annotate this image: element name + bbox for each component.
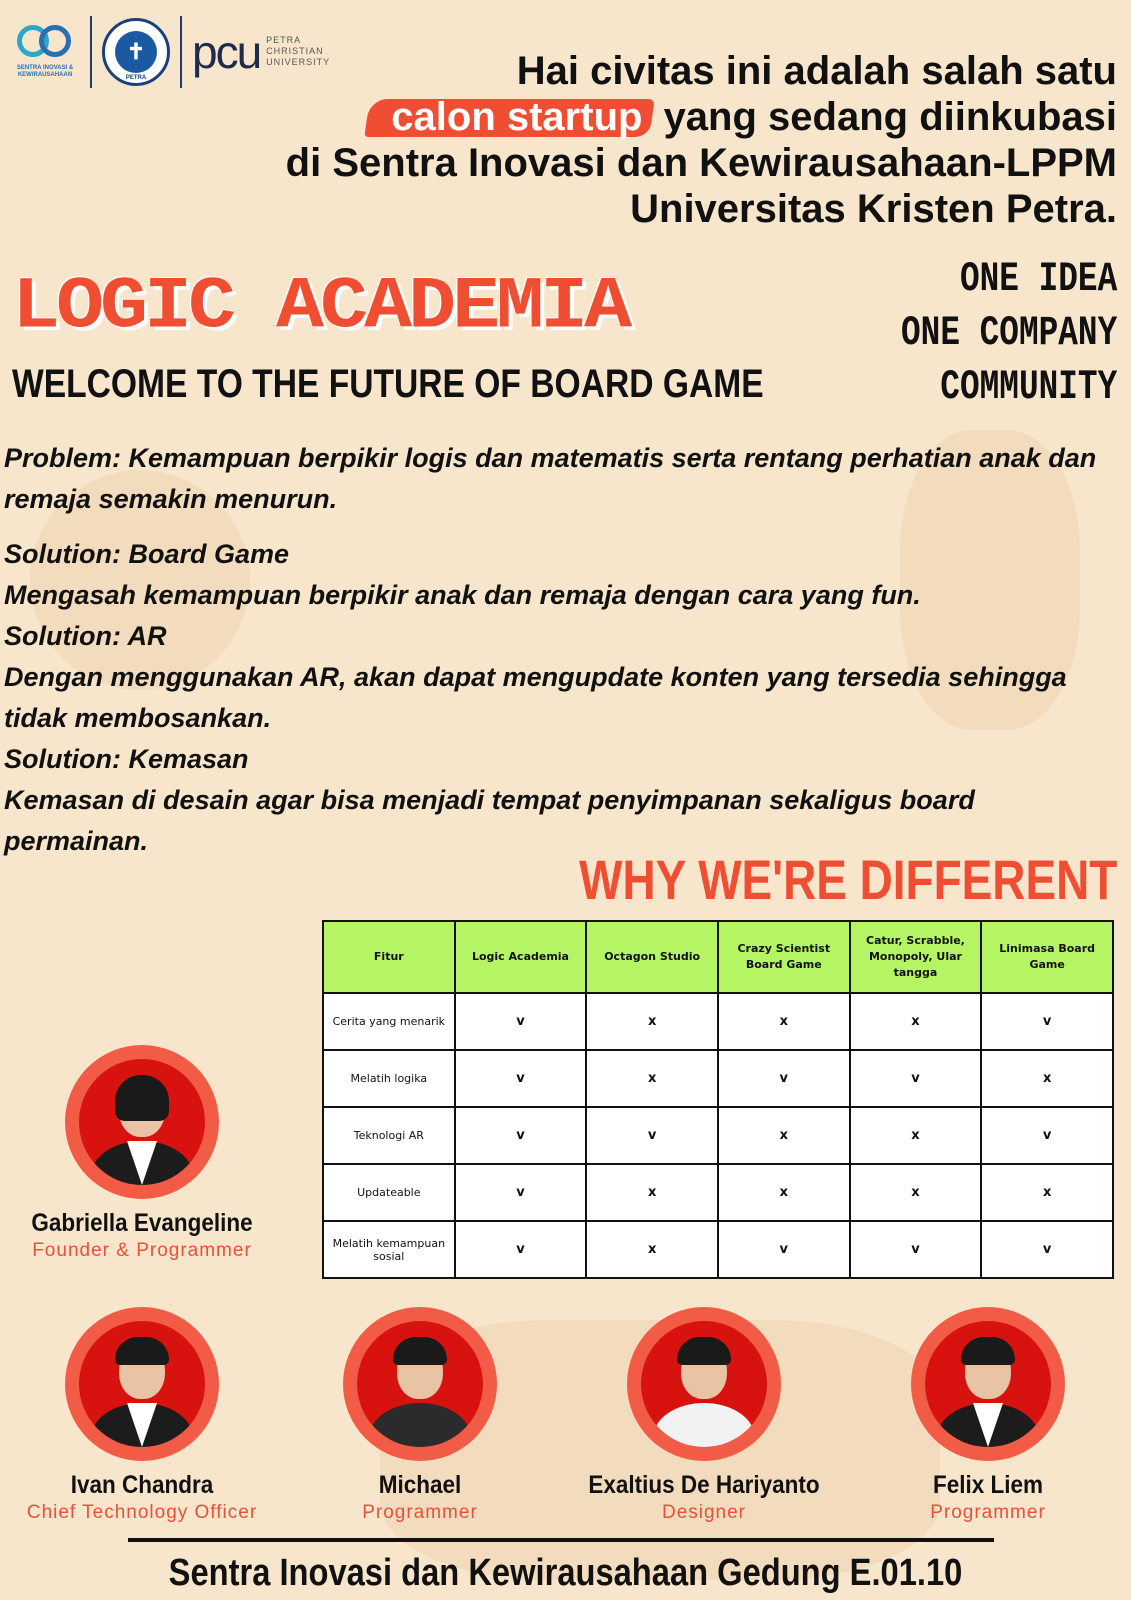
table-row (323, 1221, 1113, 1278)
team-member (2, 1307, 282, 1524)
pcu-word: PETRA (266, 35, 302, 45)
comparison-table (322, 920, 1114, 1279)
problem-statement: Problem: Kemampuan berpikir logis dan matematis serta rentang perhatian anak dan remaja semakin menurun. (4, 443, 1097, 514)
member-role: Founder & Programmer (32, 1240, 252, 1261)
check-cell: x (586, 1164, 718, 1221)
feature-cell: Teknologi AR (323, 1107, 455, 1164)
feature-cell: Melatih logika (323, 1050, 455, 1107)
table-row (323, 1107, 1113, 1164)
motto (901, 252, 1117, 414)
avatar (343, 1307, 497, 1461)
check-cell: v (586, 1107, 718, 1164)
check-cell: v (455, 1164, 587, 1221)
divider (90, 16, 92, 88)
check-cell: v (981, 1221, 1113, 1278)
headline-highlight: calon startup (367, 95, 652, 139)
avatar (911, 1307, 1065, 1461)
team-member (564, 1307, 844, 1524)
member-name: Michael (378, 1471, 462, 1499)
column-header: Logic Academia (455, 921, 587, 993)
motto-line: ONE IDEA (959, 255, 1117, 303)
member-name: Exaltius De Hariyanto (588, 1471, 820, 1499)
check-cell: x (586, 1221, 718, 1278)
feature-cell: Updateable (323, 1164, 455, 1221)
column-header: Linimasa Board Game (981, 921, 1113, 993)
table-row (323, 1050, 1113, 1107)
solution-title: Solution: Kemasan (4, 744, 249, 774)
check-cell: x (981, 1164, 1113, 1221)
headline (217, 48, 1117, 232)
member-role: Chief Technology Officer (26, 1502, 258, 1523)
member-role: Programmer (362, 1502, 478, 1523)
check-cell: x (981, 1050, 1113, 1107)
comparison-title: WHY WE'RE DIFFERENT (578, 848, 1117, 911)
column-header: Catur, Scrabble, Monopoly, Ular tangga (850, 921, 982, 993)
sik-logo (10, 17, 80, 87)
column-header: Fitur (323, 921, 455, 993)
pcu-word: UNIVERSITY (266, 57, 331, 67)
check-cell: x (718, 993, 850, 1050)
team-member (280, 1307, 560, 1524)
check-cell: x (850, 1164, 982, 1221)
motto-line: COMMUNITY (940, 363, 1117, 411)
member-role: Designer (661, 1502, 747, 1523)
member-name: Felix Liem (932, 1471, 1044, 1499)
check-cell: v (455, 1050, 587, 1107)
motto-line: ONE COMPANY (900, 309, 1117, 357)
check-cell: x (850, 993, 982, 1050)
check-cell: v (718, 1221, 850, 1278)
footer-divider (128, 1538, 994, 1542)
brand-title: LOGIC ACADEMIA (12, 265, 629, 350)
pcu-logo-mark: pcu (192, 25, 261, 78)
check-cell: x (718, 1107, 850, 1164)
check-cell: x (718, 1164, 850, 1221)
check-cell: v (981, 1107, 1113, 1164)
check-cell: v (850, 1050, 982, 1107)
check-cell: v (455, 1221, 587, 1278)
footer-location: Sentra Inovasi dan Kewirausahaan Gedung E.01.10 (168, 1552, 963, 1594)
headline-line-rest: yang sedang diinkubasi (663, 95, 1117, 139)
tagline: WELCOME TO THE FUTURE OF BOARD GAME (12, 362, 764, 406)
headline-line: di Sentra Inovasi dan Kewirausahaan-LPPM (285, 141, 1117, 185)
cross-icon: ✝ (115, 31, 157, 73)
avatar (65, 1307, 219, 1461)
solution-title: Solution: AR (4, 621, 167, 651)
avatar (65, 1045, 219, 1199)
check-cell: x (586, 1050, 718, 1107)
pcu-word: CHRISTIAN (266, 46, 324, 56)
headline-line: Hai civitas ini adalah salah satu (516, 49, 1117, 93)
lightbulb-infinity-icon (17, 25, 73, 65)
team-member (848, 1307, 1128, 1524)
solution-text: Kemasan di desain agar bisa menjadi tempat penyimpanan sekaligus board permainan. (4, 785, 975, 856)
sik-logo-caption: SENTRA INOVASI & KEWIRAUSAHAAN (16, 64, 74, 78)
avatar (627, 1307, 781, 1461)
table-row (323, 1164, 1113, 1221)
divider (180, 16, 182, 88)
ukp-seal-logo (102, 18, 170, 86)
headline-line (217, 94, 1117, 140)
solution-text: Dengan menggunakan AR, akan dapat mengupdate konten yang tersedia sehingga tidak membosankan. (4, 662, 1067, 733)
check-cell: v (718, 1050, 850, 1107)
pitch-text (4, 438, 1104, 862)
feature-cell: Cerita yang menarik (323, 993, 455, 1050)
solution-title: Solution: Board Game (4, 539, 290, 569)
feature-cell: Melatih kemampuan sosial (323, 1221, 455, 1278)
check-cell: x (586, 993, 718, 1050)
check-cell: v (981, 993, 1113, 1050)
member-role: Programmer (930, 1502, 1046, 1523)
solution-text: Mengasah kemampuan berpikir anak dan remaja dengan cara yang fun. (4, 580, 921, 610)
table-row (323, 993, 1113, 1050)
member-name: Ivan Chandra (70, 1471, 214, 1499)
column-header: Crazy Scientist Board Game (718, 921, 850, 993)
check-cell: v (850, 1221, 982, 1278)
headline-line: Universitas Kristen Petra. (630, 187, 1117, 231)
column-header: Octagon Studio (586, 921, 718, 993)
check-cell: v (455, 993, 587, 1050)
member-name: Gabriella Evangeline (31, 1209, 253, 1237)
seal-caption: PETRA (125, 74, 147, 81)
check-cell: v (455, 1107, 587, 1164)
table-header-row (323, 921, 1113, 993)
team-member (2, 1045, 282, 1262)
check-cell: x (850, 1107, 982, 1164)
